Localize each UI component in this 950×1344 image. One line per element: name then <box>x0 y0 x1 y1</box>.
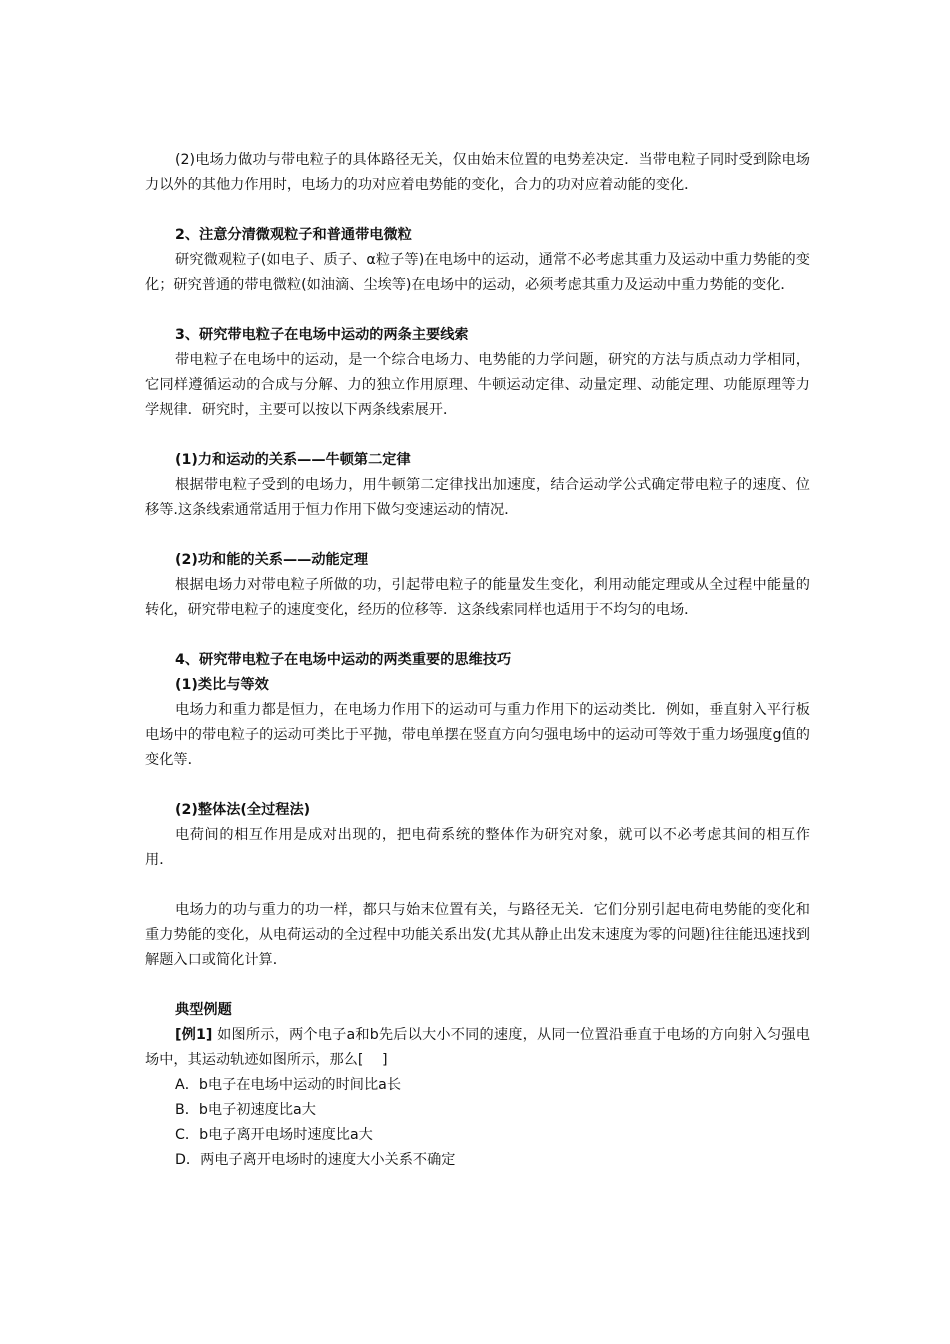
heading-analogy-equivalence: (1)类比与等效 <box>175 677 269 693</box>
heading-work-and-energy: (2)功和能的关系——动能定理 <box>175 552 369 568</box>
example-1-option-d: D．两电子离开电场时的速度大小关系不确定 <box>175 1152 456 1168</box>
heading-section-4: 4、研究带电粒子在电场中运动的两类重要的思维技巧 <box>175 652 512 668</box>
heading-section-2: 2、注意分清微观粒子和普通带电微粒 <box>175 227 412 243</box>
example-1-option-a: A．b电子在电场中运动的时间比a长 <box>175 1077 402 1093</box>
example-1-question <box>145 1023 810 1073</box>
spacer <box>145 523 810 548</box>
paragraph-work-energy-relation: 电场力的功与重力的功一样，都只与始末位置有关，与路径无关．它们分别引起电荷电势能的变化和重力势能的变化，从电荷运动的全过程中功能关系出发(尤其从静止出发末速度为零的问题)往往能迅速找到解题入口或简化计算． <box>145 902 810 968</box>
paragraph-newton-second-law: 根据带电粒子受到的电场力，用牛顿第二定律找出加速度，结合运动学公式确定带电粒子的速度、位移等.这条线索通常适用于恒力作用下做匀变速运动的情况． <box>145 477 810 518</box>
paragraph-kinetic-energy-theorem: 根据电场力对带电粒子所做的功，引起带电粒子的能量发生变化，利用动能定理或从全过程中能量的转化，研究带电粒子的速度变化，经历的位移等．这条线索同样也适用于不均匀的电场． <box>145 577 810 618</box>
paragraph-interaction: 电荷间的相互作用是成对出现的，把电荷系统的整体作为研究对象，就可以不必考虑其间的相互作用． <box>145 827 810 868</box>
spacer <box>145 198 810 223</box>
heading-whole-process-method: (2)整体法(全过程法) <box>175 802 311 818</box>
paragraph-two-main-threads: 带电粒子在电场中的运动，是一个综合电场力、电势能的力学问题，研究的方法与质点动力学相同，它同样遵循运动的合成与分解、力的独立作用原理、牛顿运动定律、动量定理、动能定理、功能原理等力学规律．研究时，主要可以按以下两条线索展开． <box>145 352 810 418</box>
spacer <box>145 423 810 448</box>
document-page <box>145 148 810 1173</box>
example-1-option-c: C．b电子离开电场时速度比a大 <box>175 1127 373 1143</box>
heading-force-and-motion: (1)力和运动的关系——牛顿第二定律 <box>175 452 411 468</box>
heading-section-3: 3、研究带电粒子在电场中运动的两条主要线索 <box>175 327 469 343</box>
spacer <box>145 773 810 798</box>
paragraph-microscopic-particles: 研究微观粒子(如电子、质子、α粒子等)在电场中的运动，通常不必考虑其重力及运动中重力势能的变化；研究普通的带电微粒(如油滴、尘埃等)在电场中的运动，必须考虑其重力及运动中重力势能的变化． <box>145 252 810 293</box>
spacer <box>145 298 810 323</box>
spacer <box>145 623 810 648</box>
spacer <box>145 973 810 998</box>
paragraph-analogy: 电场力和重力都是恒力，在电场力作用下的运动可与重力作用下的运动类比．例如，垂直射入平行板电场中的带电粒子的运动可类比于平抛，带电单摆在竖直方向匀强电场中的运动可等效于重力场强度g值的变化等． <box>145 702 810 768</box>
example-1-option-b: B．b电子初速度比a大 <box>175 1102 316 1118</box>
paragraph-work-path-independence: (2)电场力做功与带电粒子的具体路径无关，仅由始末位置的电势差决定．当带电粒子同时受到除电场力以外的其他力作用时，电场力的功对应着电势能的变化，合力的功对应着动能的变化． <box>145 152 810 193</box>
heading-typical-examples: 典型例题 <box>175 1002 232 1018</box>
example-1-text: 如图所示，两个电子a和b先后以大小不同的速度，从同一位置沿垂直于电场的方向射入匀强电场中，其运动轨迹如图所示，那么[ ] <box>145 1027 810 1068</box>
spacer <box>145 873 810 898</box>
example-1-label: [例1] <box>175 1027 213 1043</box>
